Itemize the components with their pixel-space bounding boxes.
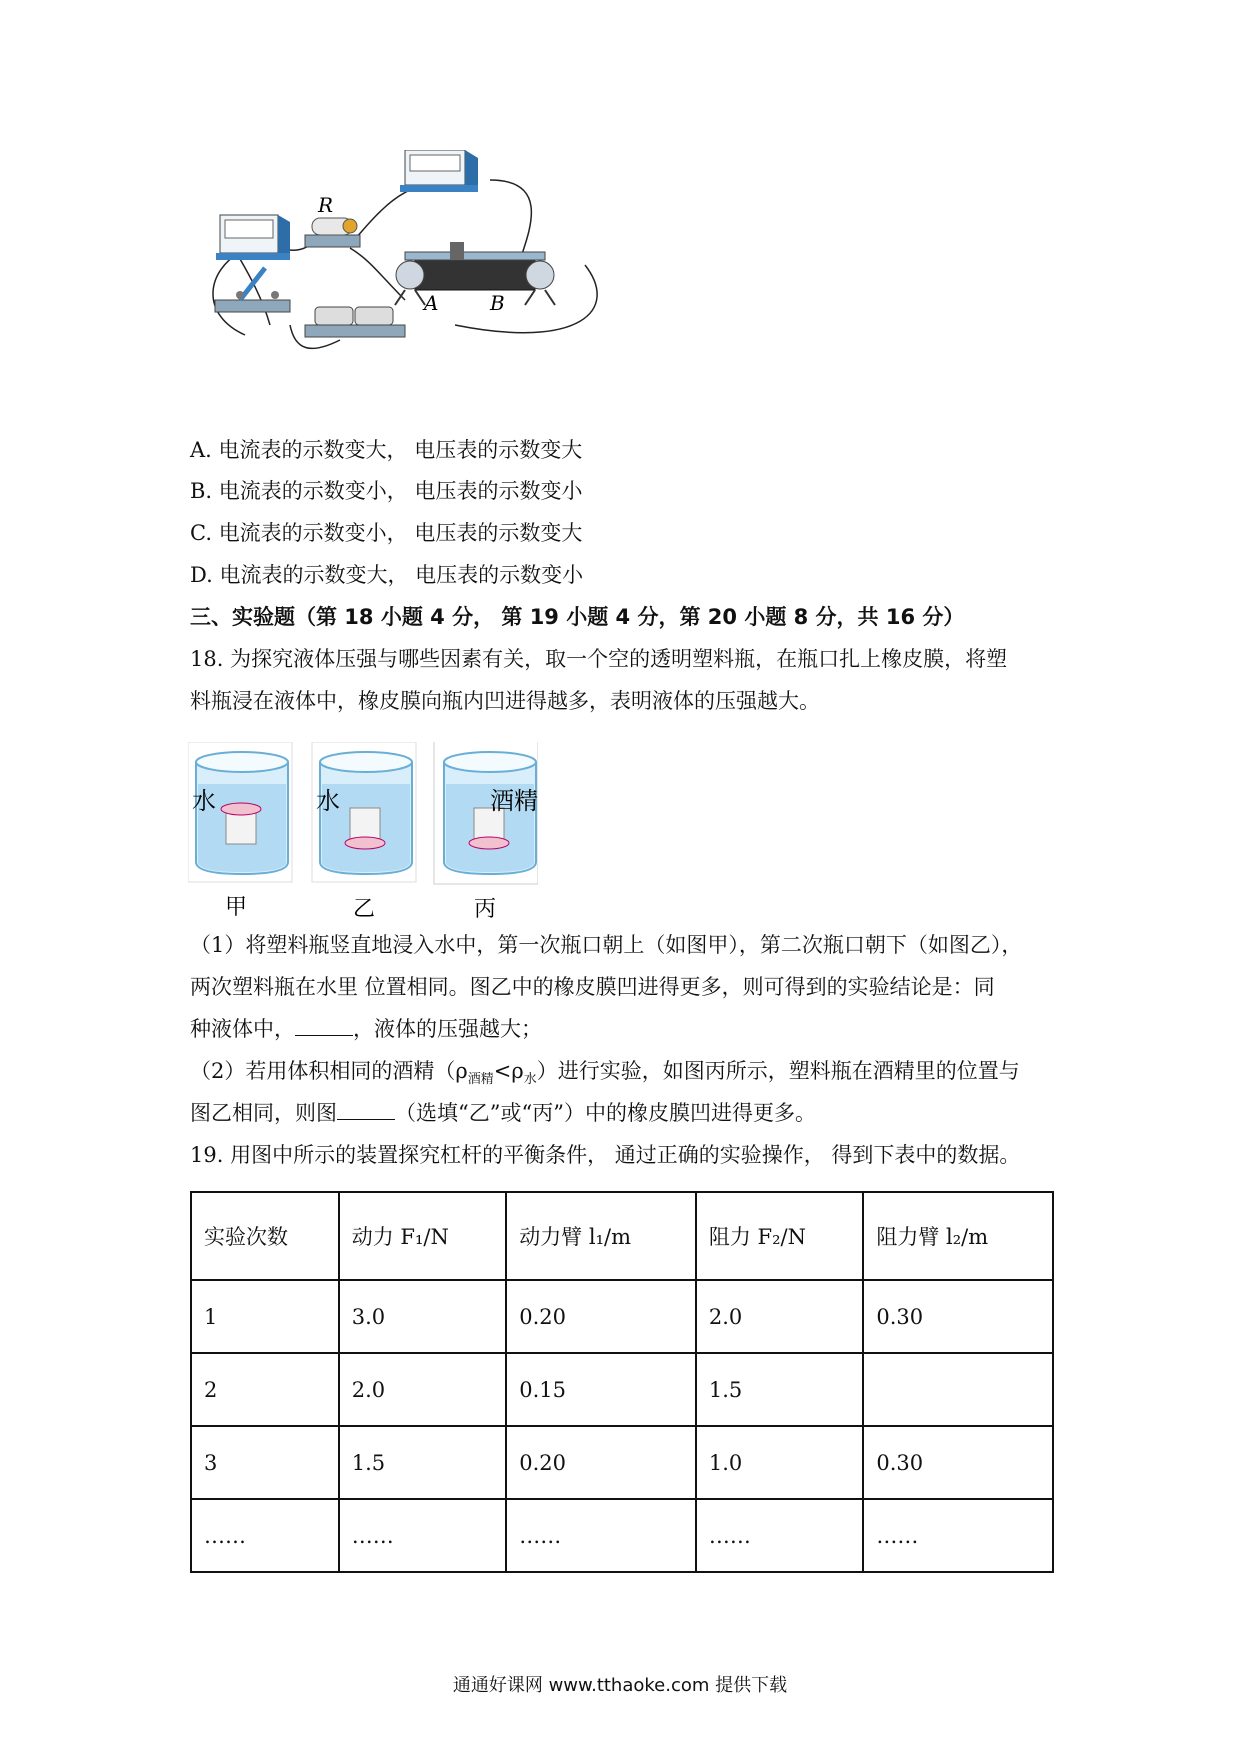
option-letter: B. — [190, 479, 213, 503]
ammeter-icon — [216, 215, 290, 260]
q18-part1-line-1: （1）将塑料瓶竖直地浸入水中，第一次瓶口朝上（如图甲），第二次瓶口朝下（如图乙）， — [190, 933, 1023, 957]
section-heading: 三、实验题（第 18 小题 4 分， 第 19 小题 4 分，第 20 小题 8 分，共 16 分） — [190, 605, 965, 629]
lever-data-table — [190, 1191, 1054, 1573]
table-row — [191, 1499, 1053, 1572]
slider-end-a-label: A — [424, 291, 439, 315]
beaker-bing — [434, 742, 538, 884]
caption-bing: 丙 — [474, 897, 497, 922]
caption-jia: 甲 — [225, 895, 248, 920]
page-footer: 通通好课网 www.tthaoke.com 提供下载 — [452, 1675, 788, 1696]
option-letter: C. — [190, 521, 212, 545]
table-row — [191, 1280, 1053, 1353]
option-text: 电流表的示数变小， 电压表的示数变小 — [218, 479, 583, 503]
table-cell: …… — [191, 1499, 339, 1572]
option-a — [190, 435, 582, 465]
table-cell: 2.0 — [339, 1353, 507, 1426]
resistor-label: R — [318, 193, 334, 217]
option-letter: A. — [190, 438, 212, 462]
option-text: 电流表的示数变大， 电压表的示数变小 — [219, 563, 584, 587]
switch-icon — [215, 268, 290, 312]
option-b — [190, 476, 582, 506]
q18-part2-text: 图乙相同，则图 — [190, 1101, 337, 1125]
table-cell: 3 — [191, 1426, 339, 1499]
circuit-figure — [200, 150, 620, 400]
q18-line-1: 18. 为探究液体压强与哪些因素有关，取一个空的透明塑料瓶，在瓶口扎上橡皮膜，将塑 — [190, 647, 1008, 671]
q19-line-1: 19. 用图中所示的装置探究杠杆的平衡条件， 通过正确的实验操作， 得到下表中的数据。 — [190, 1143, 1021, 1167]
table-cell: 1.5 — [339, 1426, 507, 1499]
rheostat-icon — [395, 242, 555, 315]
beaker-jia — [188, 742, 292, 882]
table-row — [191, 1426, 1053, 1499]
table-header-cell: 阻力臂 l₂/m — [863, 1192, 1053, 1280]
liquid-label: 酒精 — [490, 787, 538, 815]
table-cell: 0.15 — [506, 1353, 696, 1426]
slider-end-b-label: B — [490, 291, 505, 315]
caption-yi: 乙 — [353, 897, 376, 922]
table-cell: …… — [863, 1499, 1053, 1572]
answer-blank[interactable] — [295, 1015, 353, 1036]
resistor-icon — [305, 193, 360, 247]
option-d — [190, 560, 583, 590]
q18-part2-text: <ρ — [493, 1059, 524, 1083]
table-header-cell: 动力 F₁/N — [339, 1192, 507, 1280]
voltmeter-icon — [400, 150, 478, 192]
liquid-label: 水 — [192, 787, 216, 815]
table-cell: 1.0 — [696, 1426, 864, 1499]
q18-part1-line-3 — [190, 1014, 542, 1044]
table-header-row — [191, 1192, 1053, 1280]
q18-line-2: 料瓶浸在液体中，橡皮膜向瓶内凹进得越多，表明液体的压强越大。 — [190, 689, 820, 713]
battery-icon — [305, 307, 405, 337]
table-cell: 3.0 — [339, 1280, 507, 1353]
q18-part2-line-1 — [190, 1056, 1020, 1095]
table-cell: …… — [696, 1499, 864, 1572]
table-cell: 0.20 — [506, 1426, 696, 1499]
beaker-figure — [188, 742, 538, 922]
option-text: 电流表的示数变小， 电压表的示数变大 — [218, 521, 583, 545]
option-text: 电流表的示数变大， 电压表的示数变大 — [218, 438, 583, 462]
q18-part2-line-2 — [190, 1098, 816, 1128]
table-cell: 0.30 — [863, 1280, 1053, 1353]
table-cell: 1.5 — [696, 1353, 864, 1426]
table-cell: 0.30 — [863, 1426, 1053, 1499]
table-cell-blank[interactable] — [863, 1353, 1053, 1426]
q18-part2-text: （2）若用体积相同的酒精（ρ — [190, 1059, 468, 1083]
subscript-water: 水 — [523, 1072, 537, 1088]
beaker-yi — [312, 742, 416, 882]
table-cell: 2 — [191, 1353, 339, 1426]
table-header-cell: 阻力 F₂/N — [696, 1192, 864, 1280]
table-header-cell: 动力臂 l₁/m — [506, 1192, 696, 1280]
table-cell: 0.20 — [506, 1280, 696, 1353]
option-c — [190, 518, 582, 548]
liquid-label: 水 — [316, 787, 340, 815]
table-cell: 1 — [191, 1280, 339, 1353]
q18-part1-line-2: 两次塑料瓶在水里 位置相同。图乙中的橡皮膜凹进得更多，则可得到的实验结论是：同 — [190, 975, 995, 999]
answer-blank[interactable] — [337, 1099, 395, 1120]
table-cell: …… — [339, 1499, 507, 1572]
option-letter: D. — [190, 563, 213, 587]
table-header-cell: 实验次数 — [191, 1192, 339, 1280]
q18-part2-text: （选填“乙”或“丙”）中的橡皮膜凹进得更多。 — [395, 1101, 816, 1125]
q18-part2-text: ）进行实验，如图丙所示，塑料瓶在酒精里的位置与 — [536, 1059, 1020, 1083]
table-cell: …… — [506, 1499, 696, 1572]
table-cell: 2.0 — [696, 1280, 864, 1353]
subscript-alcohol: 酒精 — [467, 1072, 494, 1088]
table-row — [191, 1353, 1053, 1426]
q18-part1-text: ，液体的压强越大； — [353, 1017, 542, 1041]
q18-part1-text: 种液体中， — [190, 1017, 295, 1041]
